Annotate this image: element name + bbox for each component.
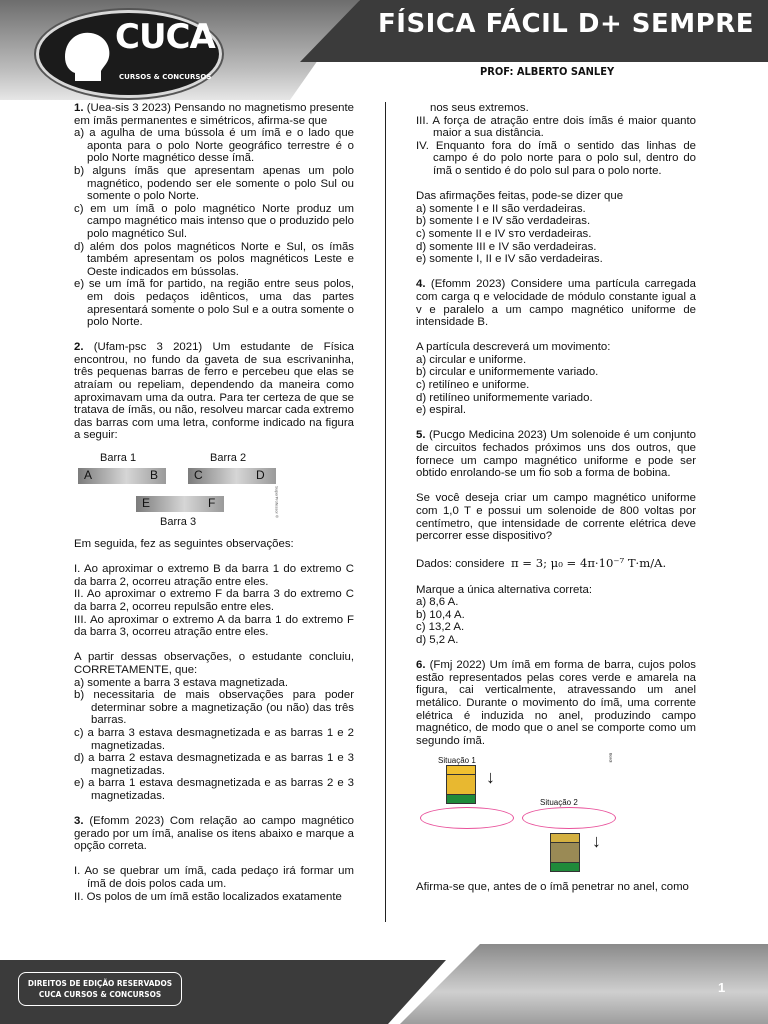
question-5-intro xyxy=(416,429,696,479)
question-text: (Ufam-psc 3 2021) Um estudante de Física encontrou, no fundo da gaveta de sua escrivaninha, três pequenas barras de ferro e percebeu que elas se atraíam ou repeliam, dependendo da maneira como aproximavam uma da outra. Para ter certeza de que se tratava de ímãs, ou não, resolveu marcar cada extremo das barras com uma letra, conforme indicado na figura a seguir: xyxy=(74,341,354,442)
observation-3: III. Ao aproximar o extremo A da barra 1 do extremo F da barra 3, ocorreu atração entre eles. xyxy=(74,613,354,639)
question-2-intro xyxy=(74,341,354,442)
bar-3-label: Barra 3 xyxy=(160,516,197,529)
logo-text: CUCA xyxy=(115,17,215,57)
question-5-instruction: Marque a única alternativa correta: xyxy=(416,583,593,596)
head-silhouette-icon xyxy=(57,27,113,83)
question-4-prompt: A partícula descreverá um movimento: xyxy=(416,341,611,354)
option-e: e) somente I, II e IV são verdadeiras. xyxy=(416,253,603,266)
bar-3 xyxy=(136,496,224,512)
magnet-situation-2 xyxy=(550,833,580,872)
option-d: d) 5,2 A. xyxy=(416,633,459,646)
observations-intro: Em seguida, fez as seguintes observações: xyxy=(74,538,294,551)
option-e: e) se um ímã for partido, na região entre seus polos, em dois pedaços idênticos, uma das partes apresentará somente o polo Sul e a outra somente o polo Norte. xyxy=(74,278,354,329)
logo-subtitle: CURSOS & CONCURSOS xyxy=(119,73,212,81)
item-iii: III. A força de atração entre dois ímãs é maior quanto maior a sua distância. xyxy=(416,114,696,140)
item-iv: IV. Enquanto fora do ímã o sentido das linhas de campo é do polo norte para o polo sul, dentro do ímã o sentido é do polo sul para o polo norte. xyxy=(416,139,696,177)
professor-name: PROF: ALBERTO SANLEY xyxy=(480,65,615,78)
option-b: b) necessitaria de mais observações para poder determinar sobre a magnetização (ou não) das três barras. xyxy=(74,689,354,727)
option-c: c) 13,2 A. xyxy=(416,621,465,634)
question-1-intro xyxy=(74,102,354,127)
bar-2-label: Barra 2 xyxy=(210,452,247,465)
page-number: 1 xyxy=(718,980,726,995)
question-6-continuation: Afirma-se que, antes de o ímã penetrar no anel, como xyxy=(416,881,689,894)
item-i: I. Ao se quebrar um ímã, cada pedaço irá formar um ímã de dois polos cada um. xyxy=(74,865,354,891)
option-c: c) a barra 3 estava desmagnetizada e as barras 1 e 2 magnetizadas. xyxy=(74,726,354,752)
option-b: b) somente I e IV são verdadeiras. xyxy=(416,215,591,228)
option-d: d) além dos polos magnéticos Norte e Sul, os ímãs também apresentam os polos magnéticos Leste e Oeste indicados em bússolas. xyxy=(74,240,354,278)
question-number: 2. xyxy=(74,341,84,354)
magnet-situation-1 xyxy=(446,765,476,804)
question-5-prompt: Se você deseja criar um campo magnético uniforme com 1,0 T e possui um solenoide de 800 voltas por centímetro, que intensidade de corrente elétrica deve percorrer esse dispositivo? xyxy=(416,492,696,543)
option-e: e) a barra 1 estava desmagnetizada e as barras 2 e 3 magnetizadas. xyxy=(74,777,354,802)
question-text: (Efomm 2023) Com relação ao campo magnético gerado por um ímã, analise os itens abaixo e marque a opção correta. xyxy=(74,815,354,853)
question-text: (Efomm 2023) Considere uma partícula carregada com carga q e velocidade de módulo constante igual a v e paralelo a um campo magnético uniforme de intensidade B. xyxy=(416,278,696,329)
question-number: 1. xyxy=(74,102,84,114)
data-formula: π = 3; μ₀ = 4π·10⁻⁷ T·m/A. xyxy=(511,556,667,571)
bar-2 xyxy=(188,468,276,484)
bar-1-label: Barra 1 xyxy=(100,452,137,465)
option-b: b) circular e uniformemente variado. xyxy=(416,366,599,379)
option-c: c) retilíneo e uniforme. xyxy=(416,379,530,392)
item-ii-continued: nos seus extremos. xyxy=(430,102,529,114)
bar-end-c: C xyxy=(194,468,203,483)
option-a: a) a agulha de uma bússola é um ímã e o lado que aponta para o polo Norte geográfico terrestre é o polo Norte magnético desse ímã. xyxy=(74,127,354,165)
rights-box xyxy=(18,972,182,1006)
bar-end-e: E xyxy=(142,496,151,511)
down-arrow-icon: ↓ xyxy=(486,767,495,788)
option-d: d) somente III e IV são verdadeiras. xyxy=(416,240,597,253)
magnet-figure xyxy=(416,751,696,879)
option-a: a) 8,6 A. xyxy=(416,596,459,609)
bar-end-d: D xyxy=(256,468,265,483)
page-header xyxy=(0,0,768,100)
conclusion-prompt: A partir dessas observações, o estudante concluiu, CORRETAMENTE, que: xyxy=(74,651,354,676)
situation-2-label: Situação 2 xyxy=(540,798,578,808)
bars-figure xyxy=(74,446,354,536)
ring-situation-2 xyxy=(522,807,616,829)
ring-situation-1 xyxy=(420,807,514,829)
bar-end-b: B xyxy=(150,468,159,483)
question-number: 6. xyxy=(416,659,426,672)
bar-1 xyxy=(78,468,166,484)
figure-credit: SuperProfessor® xyxy=(274,486,280,519)
option-a: a) somente I e II são verdadeiras. xyxy=(416,202,586,215)
question-text: (Pucgo Medicina 2023) Um solenoide é um conjunto de circuitos fechados próximos uns dos outros, que fornece um campo magnético uniforme e pode ser obtido enrolando-se um fio sob a forma de bobina. xyxy=(416,429,696,480)
question-number: 3. xyxy=(74,815,84,828)
column-divider xyxy=(385,102,386,922)
question-number: 5. xyxy=(416,429,426,442)
question-number: 4. xyxy=(416,278,426,291)
observation-2: II. Ao aproximar o extremo F da barra 3 do extremo C da barra 2, ocorreu repulsão entre eles. xyxy=(74,588,354,613)
option-c: c) somente II e IV ѕто verdadeiras. xyxy=(416,227,592,240)
option-b: b) 10,4 A. xyxy=(416,608,465,621)
question-3-intro xyxy=(74,815,354,853)
item-ii: II. Os polos de um ímã estão localizados exatamente xyxy=(74,890,342,903)
option-c: c) em um ímã o polo magnético Norte produz um campo magnético mais intenso que o produzido pelo polo magnético Sul. xyxy=(74,202,354,240)
option-a: a) circular e uniforme. xyxy=(416,353,527,366)
option-d: d) retilíneo uniformemente variado. xyxy=(416,391,593,404)
option-e: e) espiral. xyxy=(416,404,467,417)
observation-1: I. Ao aproximar o extremo B da barra 1 do extremo C da barra 2, ocorreu atração entre eles. xyxy=(74,563,354,588)
question-6-intro xyxy=(416,659,696,747)
down-arrow-icon: ↓ xyxy=(592,831,601,852)
question-4-intro xyxy=(416,278,696,328)
figure-credit: Bordi xyxy=(608,753,614,763)
question-text: (Fmj 2022) Um ímã em forma de barra, cujos polos estão representados pelas cores verde e amarela na figura, cai verticalmente, atravessando um anel metálico. Durante o movimento do ímã, uma corrente elétrica é induzida no anel, produzindo campo magnético, de modo que o anel se comporte como um segundo ímã. xyxy=(416,659,696,747)
question-3-prompt: Das afirmações feitas, pode-se dizer que xyxy=(416,190,624,203)
rights-line-2: CUCA CURSOS & CONCURSOS xyxy=(38,989,162,999)
left-column xyxy=(74,102,354,903)
option-d: d) a barra 2 estava desmagnetizada e as barras 1 e 3 magnetizadas. xyxy=(74,752,354,777)
right-column xyxy=(416,102,696,894)
cuca-logo xyxy=(36,10,222,98)
bar-end-f: F xyxy=(208,496,216,511)
option-b: b) alguns ímãs que apresentam apenas um polo magnético, podendo ser ele somente o polo Sul ou somente o polo Norte. xyxy=(74,164,354,203)
option-a: a) somente a barra 3 estava magnetizada. xyxy=(74,676,289,689)
rights-line-1: DIREITOS DE EDIÇÃO RESERVADOS xyxy=(27,978,173,988)
situation-1-label: Situação 1 xyxy=(438,756,476,766)
bar-end-a: A xyxy=(84,468,93,483)
page-title: FÍSICA FÁCIL D+ SEMPRE xyxy=(378,9,754,39)
data-line xyxy=(416,555,696,571)
question-text: (Uea-sis 3 2023) Pensando no magnetismo presente em ímãs permanentes e simétricos, afirma-se que xyxy=(74,102,354,127)
data-label: Dados: considere xyxy=(416,558,505,571)
